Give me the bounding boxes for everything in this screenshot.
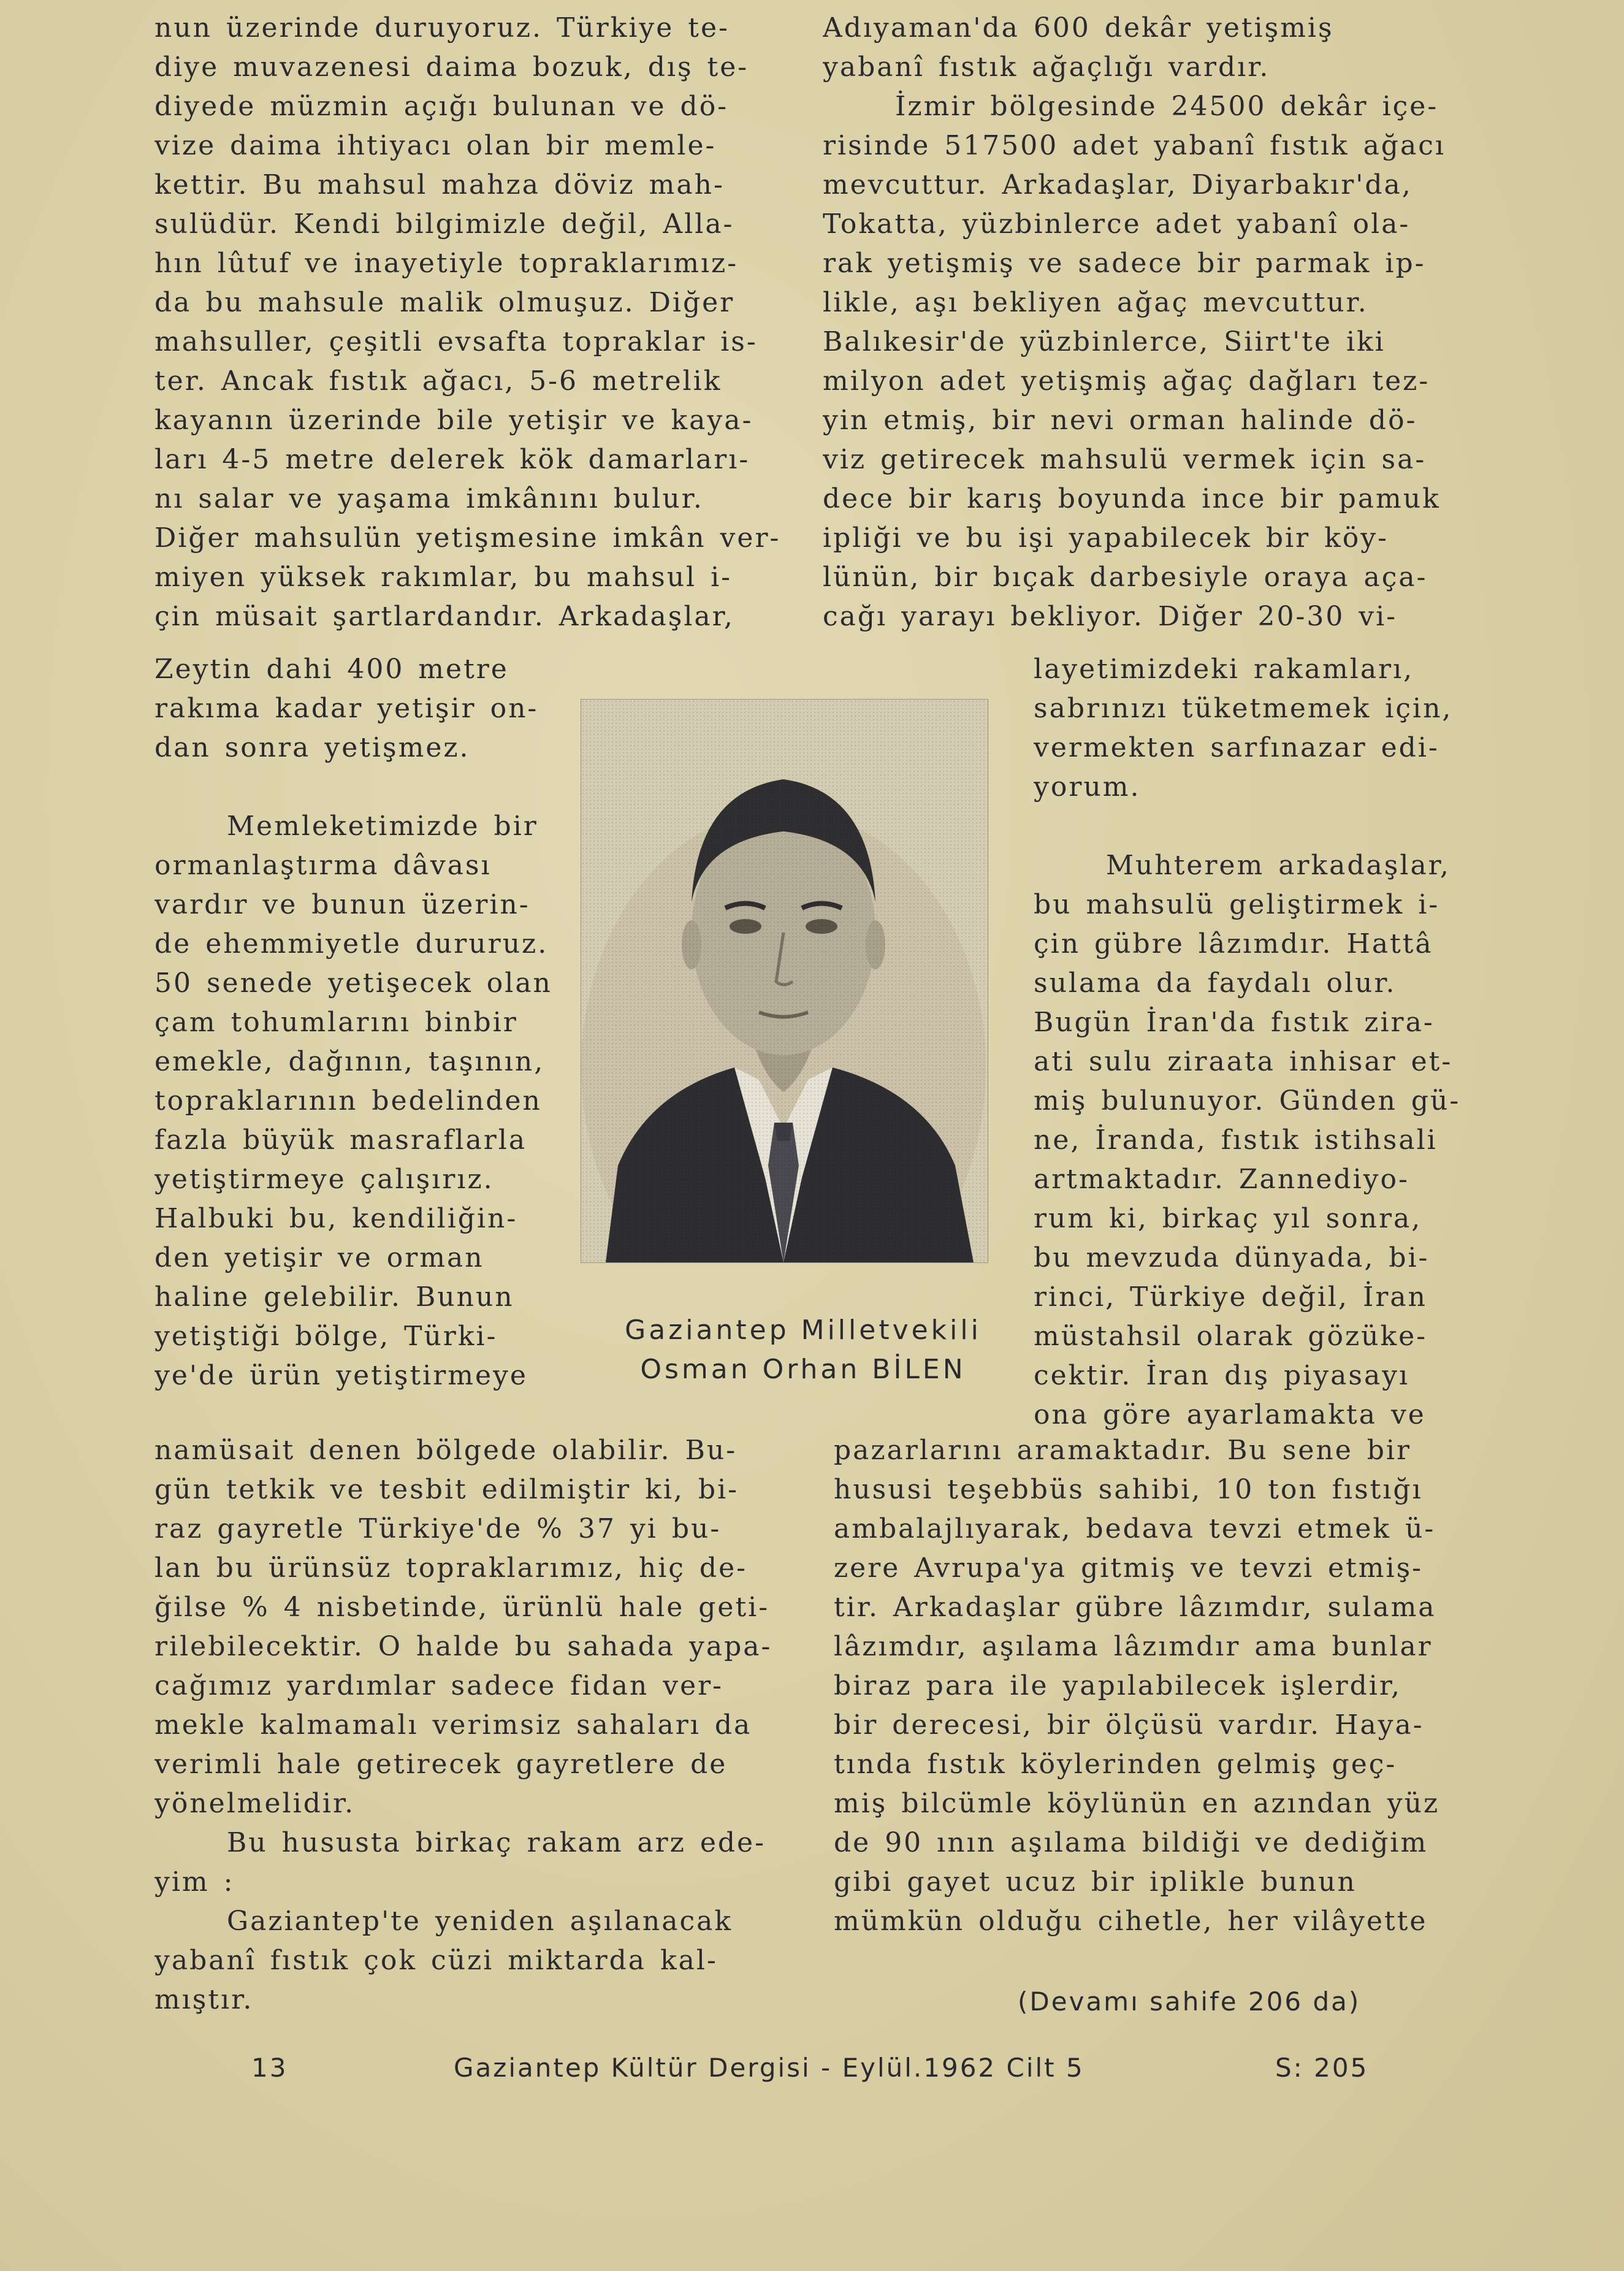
text-line: sulüdür. Kendi bilgimizle değil, Alla-	[154, 208, 734, 240]
text-line: Diğer mahsulün yetişmesine imkân ver-	[154, 522, 781, 554]
text-line: kettir. Bu mahsul mahza döviz mah-	[154, 169, 725, 200]
text-line: rum ki, birkaç yıl sonra,	[1034, 1203, 1422, 1234]
right-column-bottom	[834, 1431, 1473, 1941]
text-line: rakıma kadar yetişir on-	[154, 693, 539, 724]
footer-number: 13	[251, 2053, 288, 2083]
text-line: yetiştiği bölge, Türki-	[154, 1321, 498, 1352]
text-line: 50 senede yetişecek olan	[154, 968, 552, 999]
text-line: Halbuki bu, kendiliğin-	[154, 1203, 518, 1234]
text-line: artmaktadır. Zannediyo-	[1034, 1164, 1409, 1195]
text-line: hususi teşebbüs sahibi, 10 ton fıstığı	[834, 1474, 1423, 1505]
text-line: nun üzerinde duruyoruz. Türkiye te-	[154, 12, 730, 44]
text-line: cağımız yardımlar sadece fidan ver-	[154, 1670, 724, 1701]
text-line: namüsait denen bölgede olabilir. Bu-	[154, 1435, 738, 1466]
text-line: çin müsait şartlardandır. Arkadaşlar,	[154, 601, 734, 632]
text-line: cektir. İran dış piyasayı	[1034, 1360, 1410, 1391]
text-line: pazarlarını aramaktadır. Bu sene bir	[834, 1435, 1412, 1466]
text-line: miş bilcümle köylünün en azından yüz	[834, 1788, 1440, 1819]
text-line: ye'de ürün yetiştirmeye	[154, 1360, 528, 1391]
text-line: lünün, bir bıçak darbesiyle oraya aça-	[823, 562, 1428, 593]
text-line: Zeytin dahi 400 metre	[154, 654, 509, 685]
text-line: rinci, Türkiye değil, İran	[1034, 1281, 1427, 1313]
footer-page-number: S: 205	[1275, 2053, 1369, 2083]
text-line: Bu hususta birkaç rakam arz ede-	[227, 1827, 766, 1858]
text-line: çin gübre lâzımdır. Hattâ	[1034, 928, 1433, 960]
text-line: vize daima ihtiyacı olan bir memle-	[154, 130, 717, 161]
text-line: ambalajlıyarak, bedava tevzi etmek ü-	[834, 1513, 1436, 1544]
text-line: yin etmiş, bir nevi orman halinde dö-	[823, 405, 1417, 436]
text-line: mevcuttur. Arkadaşlar, Diyarbakır'da,	[823, 169, 1412, 200]
photo-caption	[619, 1311, 987, 1389]
text-line: da bu mahsule malik olmuşuz. Diğer	[154, 287, 735, 318]
text-line: Memleketimizde bir	[227, 811, 538, 842]
text-line: lâzımdır, aşılama lâzımdır ama bunlar	[834, 1631, 1433, 1662]
text-line: ipliği ve bu işi yapabilecek bir köy-	[823, 522, 1389, 554]
text-line: Gaziantep'te yeniden aşılanacak	[227, 1906, 733, 1937]
text-line: miyen yüksek rakımlar, bu mahsul i-	[154, 562, 733, 593]
text-line: bu mahsulü geliştirmek i-	[1034, 889, 1440, 920]
page-footer	[251, 2053, 1373, 2090]
text-line: vermekten sarfınazar edi-	[1034, 732, 1439, 763]
text-line: Adıyaman'da 600 dekâr yetişmiş	[823, 12, 1334, 44]
text-line: ter. Ancak fıstık ağacı, 5-6 metrelik	[154, 365, 722, 397]
left-column-bottom	[154, 1431, 783, 2020]
text-line: yönelmelidir.	[154, 1788, 356, 1819]
text-line: biraz para ile yapılabilecek işlerdir,	[834, 1670, 1402, 1701]
text-line: lan bu ürünsüz topraklarımız, hiç de-	[154, 1552, 747, 1584]
text-line	[154, 768, 556, 807]
text-line: risinde 517500 adet yabanî fıstık ağacı	[823, 130, 1446, 161]
text-line: yabanî fıstık çok cüzi miktarda kal-	[154, 1945, 718, 1976]
text-line: den yetişir ve orman	[154, 1242, 484, 1273]
text-line: mıştır.	[154, 1984, 254, 2015]
text-line: gün tetkik ve tesbit edilmiştir ki, bi-	[154, 1474, 739, 1505]
text-line: yetiştirmeye çalışırız.	[154, 1164, 494, 1195]
text-line: bu mevzuda dünyada, bi-	[1034, 1242, 1430, 1273]
portrait-photo	[581, 699, 988, 1263]
text-line: dan sonra yetişmez.	[154, 732, 470, 763]
text-line: yim :	[154, 1866, 235, 1898]
continued-note: (Devamı sahife 206 da)	[1018, 1987, 1361, 2017]
text-line: cağı yarayı bekliyor. Diğer 20-30 vi-	[823, 601, 1398, 632]
text-line: ğilse % 4 nisbetinde, ürünlü hale geti-	[154, 1592, 770, 1623]
text-line: fazla büyük masraflarla	[154, 1124, 527, 1156]
caption-line-2: Osman Orhan BİLEN	[640, 1354, 966, 1385]
text-line: Balıkesir'de yüzbinlerce, Siirt'te iki	[823, 326, 1386, 357]
caption-line-1: Gaziantep Milletvekili	[625, 1315, 982, 1346]
text-line: tir. Arkadaşlar gübre lâzımdır, sulama	[834, 1592, 1436, 1623]
text-line: yorum.	[1034, 771, 1141, 803]
text-line: miş bulunuyor. Günden gü-	[1034, 1085, 1461, 1116]
text-line: topraklarının bedelinden	[154, 1085, 542, 1116]
text-line: sulama da faydalı olur.	[1034, 968, 1397, 999]
text-line: verimli hale getirecek gayretlere de	[154, 1749, 728, 1780]
text-line: nı salar ve yaşama imkânını bulur.	[154, 483, 704, 514]
text-line: diyede müzmin açığı bulunan ve dö-	[154, 91, 729, 122]
text-line: mümkün olduğu cihetle, her vilâyette	[834, 1906, 1428, 1937]
left-column-wrapped	[154, 650, 556, 1395]
text-line: haline gelebilir. Bunun	[154, 1281, 514, 1313]
text-line: diye muvazenesi daima bozuk, dış te-	[154, 52, 749, 83]
text-line: zere Avrupa'ya gitmiş ve tevzi etmiş-	[834, 1552, 1424, 1584]
text-line: İzmir bölgesinde 24500 dekâr içe-	[895, 91, 1439, 122]
text-line: de ehemmiyetle dururuz.	[154, 928, 549, 960]
text-line: milyon adet yetişmiş ağaç dağları tez-	[823, 365, 1430, 397]
right-column-top	[823, 9, 1473, 636]
text-line: ormanlaştırma dâvası	[154, 850, 492, 881]
right-column-wrapped	[1034, 650, 1473, 1435]
text-line: rilebilecektir. O halde bu sahada yapa-	[154, 1631, 772, 1662]
text-line: tında fıstık köylerinden gelmiş geç-	[834, 1749, 1397, 1780]
text-line: mahsuller, çeşitli evsafta topraklar is-	[154, 326, 758, 357]
text-line: emekle, dağının, taşının,	[154, 1046, 545, 1077]
text-line: viz getirecek mahsulü vermek için sa-	[823, 444, 1427, 475]
text-line: rak yetişmiş ve sadece bir parmak ip-	[823, 248, 1426, 279]
text-line: bir derecesi, bir ölçüsü vardır. Haya-	[834, 1709, 1424, 1741]
text-line: dece bir karış boyunda ince bir pamuk	[823, 483, 1441, 514]
text-line: vardır ve bunun üzerin-	[154, 889, 530, 920]
text-line: çam tohumlarını binbir	[154, 1007, 518, 1038]
portrait-image	[581, 700, 988, 1262]
text-line: yabanî fıstık ağaçlığı vardır.	[823, 52, 1270, 83]
text-line: likle, aşı bekliyen ağaç mevcuttur.	[823, 287, 1368, 318]
text-line: kayanın üzerinde bile yetişir ve kaya-	[154, 405, 753, 436]
text-line: ları 4-5 metre delerek kök damarları-	[154, 444, 750, 475]
text-line: gibi gayet ucuz bir iplikle bunun	[834, 1866, 1357, 1898]
text-line: Muhterem arkadaşlar,	[1106, 850, 1451, 881]
text-line: ne, İranda, fıstık istihsali	[1034, 1124, 1438, 1156]
text-line: hın lûtuf ve inayetiyle topraklarımız-	[154, 248, 739, 279]
text-line: sabrınızı tüketmemek için,	[1034, 693, 1453, 724]
text-line: layetimizdeki rakamları,	[1034, 654, 1414, 685]
text-line: ati sulu ziraata inhisar et-	[1034, 1046, 1453, 1077]
text-line: mekle kalmamalı verimsiz sahaları da	[154, 1709, 752, 1741]
text-line: müstahsil olarak gözüke-	[1034, 1321, 1428, 1352]
footer-title: Gaziantep Kültür Dergisi - Eylül.1962 Cilt 5	[454, 2053, 1085, 2083]
text-line: de 90 ının aşılama bildiği ve dediğim	[834, 1827, 1428, 1858]
text-line: Bugün İran'da fıstık zira-	[1034, 1007, 1435, 1038]
left-column-top	[154, 9, 783, 636]
text-line	[1034, 807, 1473, 846]
text-line: ona göre ayarlamakta ve	[1034, 1399, 1426, 1430]
text-line: Tokatta, yüzbinlerce adet yabanî ola-	[823, 208, 1411, 240]
text-line: raz gayretle Türkiye'de % 37 yi bu-	[154, 1513, 722, 1544]
